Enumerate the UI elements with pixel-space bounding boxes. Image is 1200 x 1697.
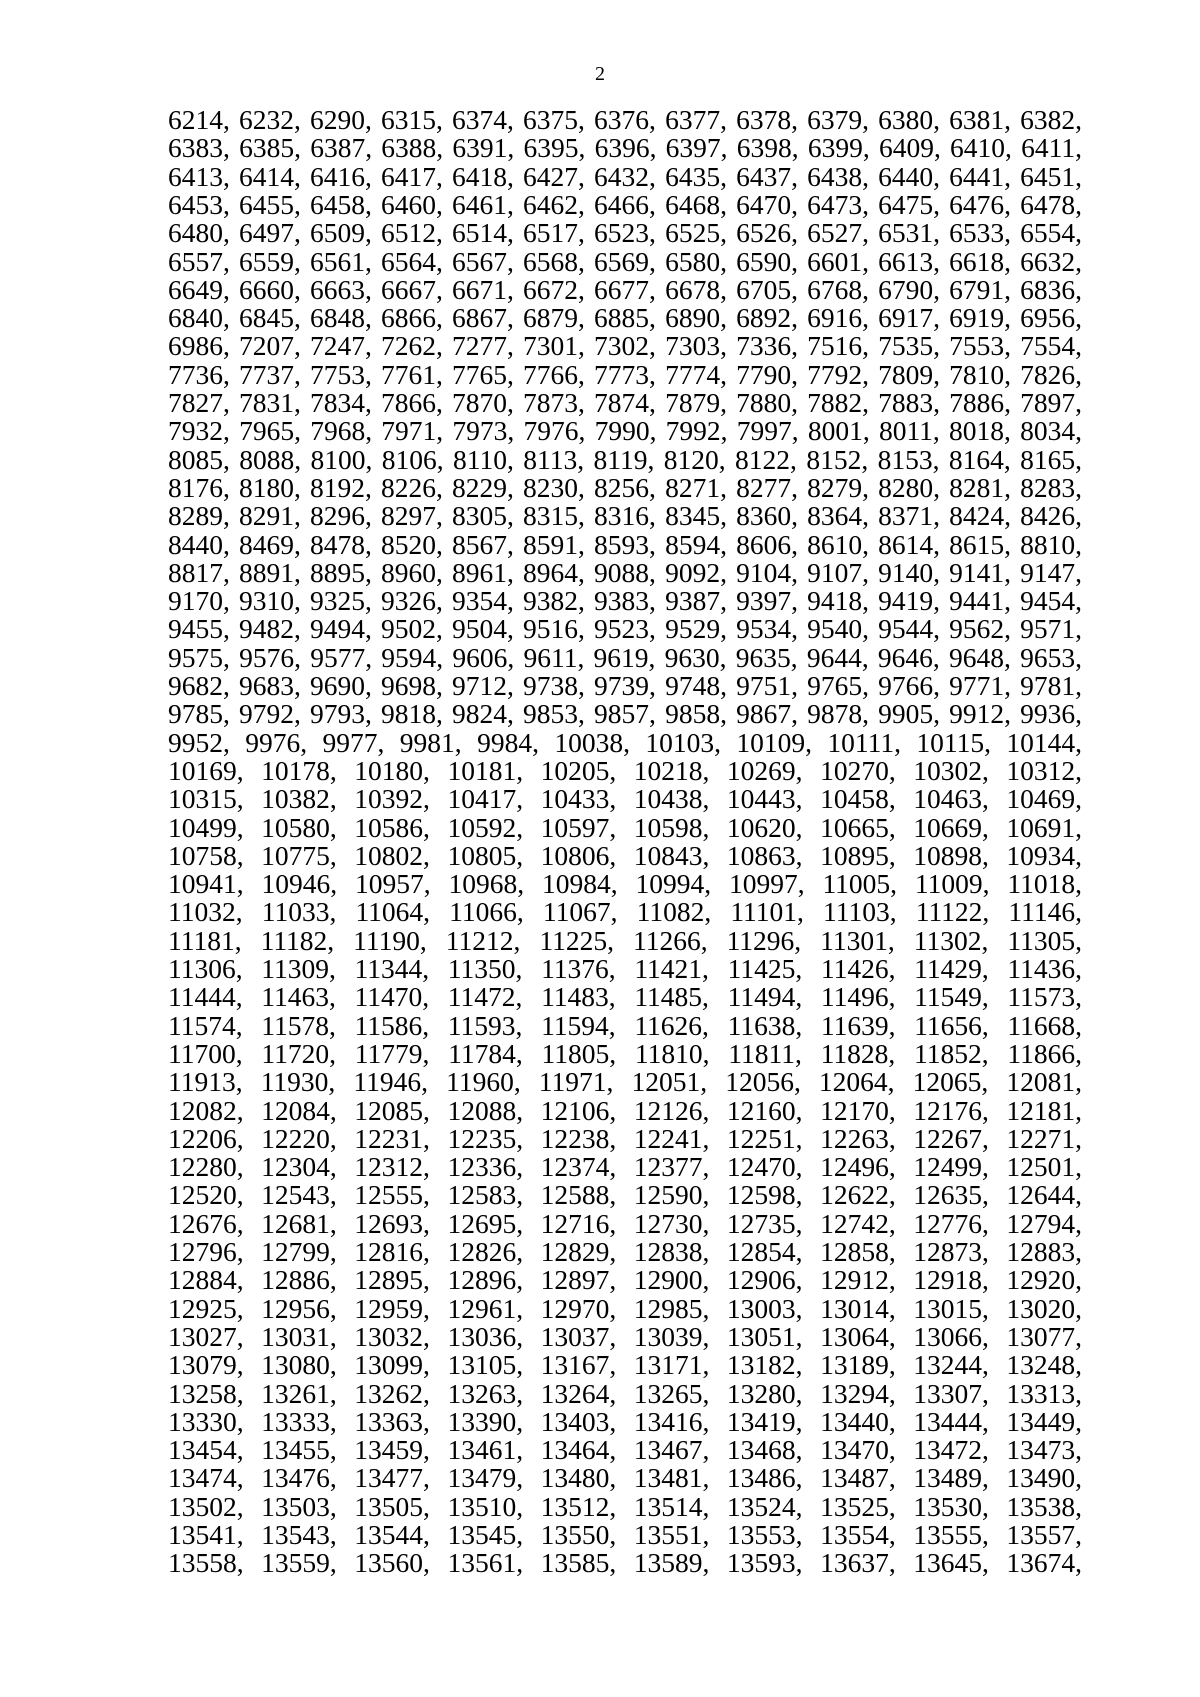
number-line: 6649, 6660, 6663, 6667, 6671, 6672, 6677, 6678, 6705, 6768, 6790, 6791, 6836, bbox=[168, 273, 1082, 305]
number-line: 6557, 6559, 6561, 6564, 6567, 6568, 6569, 6580, 6590, 6601, 6613, 6618, 6632, bbox=[168, 245, 1082, 277]
number-line: 12280, 12304, 12312, 12336, 12374, 12377, 12470, 12496, 12499, 12501, bbox=[168, 1151, 1082, 1183]
number-line: 6413, 6414, 6416, 6417, 6418, 6427, 6432, 6435, 6437, 6438, 6440, 6441, 6451, bbox=[168, 160, 1082, 192]
number-line: 10758, 10775, 10802, 10805, 10806, 10843, 10863, 10895, 10898, 10934, bbox=[168, 839, 1082, 871]
number-line: 11181, 11182, 11190, 11212, 11225, 11266, 11296, 11301, 11302, 11305, bbox=[168, 924, 1082, 956]
number-line: 8817, 8891, 8895, 8960, 8961, 8964, 9088, 9092, 9104, 9107, 9140, 9141, 9147, bbox=[168, 556, 1082, 588]
number-line: 8085, 8088, 8100, 8106, 8110, 8113, 8119, 8120, 8122, 8152, 8153, 8164, 8165, bbox=[168, 443, 1082, 475]
number-line: 9682, 9683, 9690, 9698, 9712, 9738, 9739, 9748, 9751, 9765, 9766, 9771, 9781, bbox=[168, 670, 1082, 701]
number-line: 11574, 11578, 11586, 11593, 11594, 11626, 11638, 11639, 11656, 11668, bbox=[168, 1009, 1082, 1041]
number-line: 6986, 7207, 7247, 7262, 7277, 7301, 7302, 7303, 7336, 7516, 7535, 7553, 7554, bbox=[168, 330, 1082, 362]
number-line: 11444, 11463, 11470, 11472, 11483, 11485, 11494, 11496, 11549, 11573, bbox=[168, 981, 1082, 1013]
number-line: 13258, 13261, 13262, 13263, 13264, 13265, 13280, 13294, 13307, 13313, bbox=[168, 1377, 1082, 1409]
number-line: 10499, 10580, 10586, 10592, 10597, 10598, 10620, 10665, 10669, 10691, bbox=[168, 811, 1082, 843]
number-line: 11032, 11033, 11064, 11066, 11067, 11082, 11101, 11103, 11122, 11146, bbox=[168, 896, 1082, 928]
number-line: 9952, 9976, 9977, 9981, 9984, 10038, 10103, 10109, 10111, 10115, 10144, bbox=[168, 726, 1082, 758]
number-line: 7827, 7831, 7834, 7866, 7870, 7873, 7874, 7879, 7880, 7882, 7883, 7886, 7897, bbox=[168, 387, 1082, 418]
number-line: 11700, 11720, 11779, 11784, 11805, 11810, 11811, 11828, 11852, 11866, bbox=[168, 1037, 1082, 1069]
number-line: 6214, 6232, 6290, 6315, 6374, 6375, 6376, 6377, 6378, 6379, 6380, 6381, 6382, bbox=[168, 104, 1082, 135]
number-line: 12925, 12956, 12959, 12961, 12970, 12985, 13003, 13014, 13015, 13020, bbox=[168, 1292, 1082, 1324]
number-line: 13027, 13031, 13032, 13036, 13037, 13039, 13051, 13064, 13066, 13077, bbox=[168, 1320, 1082, 1352]
number-line: 8440, 8469, 8478, 8520, 8567, 8591, 8593, 8594, 8606, 8610, 8614, 8615, 8810, bbox=[168, 528, 1082, 560]
number-line: 6383, 6385, 6387, 6388, 6391, 6395, 6396, 6397, 6398, 6399, 6409, 6410, 6411, bbox=[168, 132, 1082, 164]
number-line: 6453, 6455, 6458, 6460, 6461, 6462, 6466, 6468, 6470, 6473, 6475, 6476, 6478, bbox=[168, 188, 1082, 220]
number-line: 6480, 6497, 6509, 6512, 6514, 6517, 6523, 6525, 6526, 6527, 6531, 6533, 6554, bbox=[168, 217, 1082, 249]
number-line: 13541, 13543, 13544, 13545, 13550, 13551, 13553, 13554, 13555, 13557, bbox=[168, 1519, 1082, 1550]
number-line: 13502, 13503, 13505, 13510, 13512, 13514, 13524, 13525, 13530, 13538, bbox=[168, 1490, 1082, 1522]
number-line: 12520, 12543, 12555, 12583, 12588, 12590, 12598, 12622, 12635, 12644, bbox=[168, 1179, 1082, 1211]
number-line: 6840, 6845, 6848, 6866, 6867, 6879, 6885, 6890, 6892, 6916, 6917, 6919, 6956, bbox=[168, 302, 1082, 334]
number-line: 13474, 13476, 13477, 13479, 13480, 13481, 13486, 13487, 13489, 13490, bbox=[168, 1462, 1082, 1494]
number-line: 13454, 13455, 13459, 13461, 13464, 13467, 13468, 13470, 13472, 13473, bbox=[168, 1434, 1082, 1466]
number-line: 12206, 12220, 12231, 12235, 12238, 12241, 12251, 12263, 12267, 12271, bbox=[168, 1122, 1082, 1154]
number-line: 9170, 9310, 9325, 9326, 9354, 9382, 9383, 9387, 9397, 9418, 9419, 9441, 9454, bbox=[168, 585, 1082, 617]
number-line: 13079, 13080, 13099, 13105, 13167, 13171, 13182, 13189, 13244, 13248, bbox=[168, 1349, 1082, 1381]
number-line: 10941, 10946, 10957, 10968, 10984, 10994, 10997, 11005, 11009, 11018, bbox=[168, 868, 1082, 900]
number-line: 9785, 9792, 9793, 9818, 9824, 9853, 9857, 9858, 9867, 9878, 9905, 9912, 9936, bbox=[168, 698, 1082, 730]
number-line: 8176, 8180, 8192, 8226, 8229, 8230, 8256, 8271, 8277, 8279, 8280, 8281, 8283, bbox=[168, 471, 1082, 503]
number-line: 9455, 9482, 9494, 9502, 9504, 9516, 9523, 9529, 9534, 9540, 9544, 9562, 9571, bbox=[168, 613, 1082, 645]
number-line: 9575, 9576, 9577, 9594, 9606, 9611, 9619, 9630, 9635, 9644, 9646, 9648, 9653, bbox=[168, 641, 1082, 673]
number-line: 7736, 7737, 7753, 7761, 7765, 7766, 7773, 7774, 7790, 7792, 7809, 7810, 7826, bbox=[168, 358, 1082, 390]
page-number: 2 bbox=[595, 63, 605, 85]
number-line: 11913, 11930, 11946, 11960, 11971, 12051, 12056, 12064, 12065, 12081, bbox=[168, 1066, 1082, 1098]
number-line: 12796, 12799, 12816, 12826, 12829, 12838, 12854, 12858, 12873, 12883, bbox=[168, 1236, 1082, 1267]
number-line: 7932, 7965, 7968, 7971, 7973, 7976, 7990, 7992, 7997, 8001, 8011, 8018, 8034, bbox=[168, 415, 1082, 447]
number-line: 12676, 12681, 12693, 12695, 12716, 12730, 12735, 12742, 12776, 12794, bbox=[168, 1207, 1082, 1239]
number-line: 12884, 12886, 12895, 12896, 12897, 12900, 12906, 12912, 12918, 12920, bbox=[168, 1264, 1082, 1296]
number-line: 8289, 8291, 8296, 8297, 8305, 8315, 8316, 8345, 8360, 8364, 8371, 8424, 8426, bbox=[168, 500, 1082, 532]
number-line: 13558, 13559, 13560, 13561, 13585, 13589, 13593, 13637, 13645, 13674, bbox=[168, 1547, 1082, 1579]
number-line: 11306, 11309, 11344, 11350, 11376, 11421, 11425, 11426, 11429, 11436, bbox=[168, 953, 1082, 984]
number-line: 13330, 13333, 13363, 13390, 13403, 13416, 13419, 13440, 13444, 13449, bbox=[168, 1405, 1082, 1437]
number-line: 12082, 12084, 12085, 12088, 12106, 12126, 12160, 12170, 12176, 12181, bbox=[168, 1094, 1082, 1126]
number-line: 10315, 10382, 10392, 10417, 10433, 10438, 10443, 10458, 10463, 10469, bbox=[168, 783, 1082, 815]
number-line: 10169, 10178, 10180, 10181, 10205, 10218, 10269, 10270, 10302, 10312, bbox=[168, 754, 1082, 786]
